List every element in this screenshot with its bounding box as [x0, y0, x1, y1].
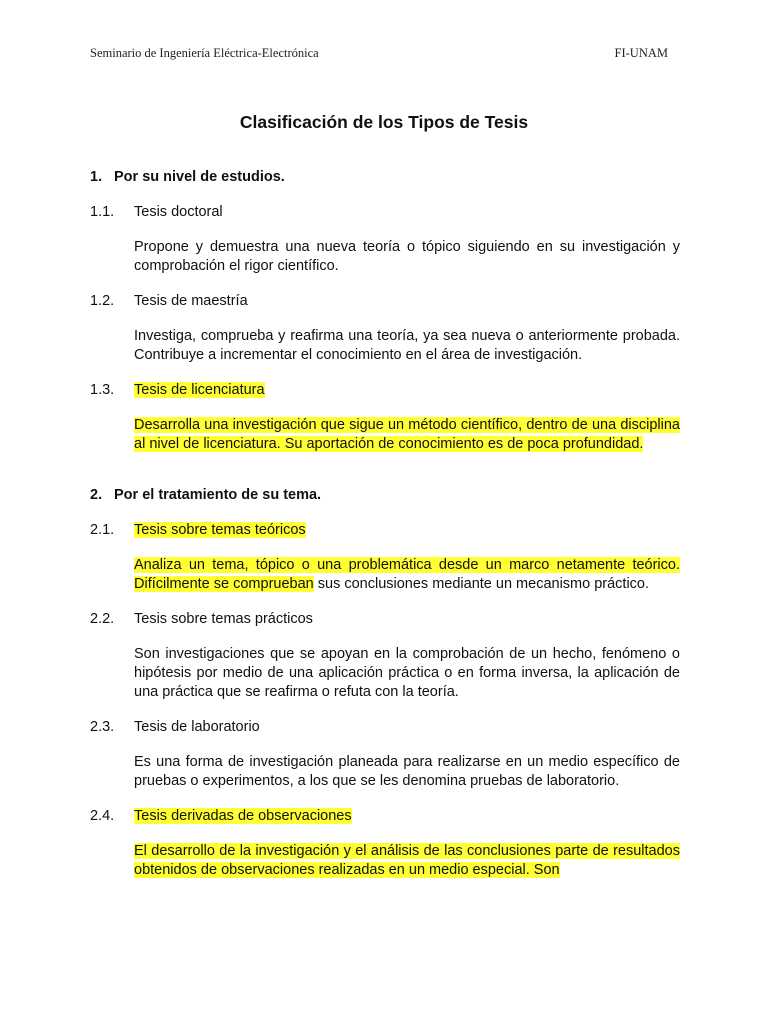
highlighted-text: Analiza un tema, tópico o una problemática desde un marco netamente teórico. Difícilmente se comprueban — [134, 557, 680, 592]
item-title-text-highlighted: Tesis derivadas de observaciones — [134, 808, 352, 824]
header-institution: FI-UNAM — [614, 46, 668, 60]
item-number: 2.1. — [90, 522, 115, 538]
section-heading-text: Por su nivel de estudios. — [114, 169, 285, 185]
item-title-2-4 — [90, 807, 680, 826]
item-description-1-2: Investiga, comprueba y reafirma una teoría, ya sea nueva o anteriormente probada. Contribuye a incrementar el conocimiento en el área de investigación. — [134, 328, 680, 363]
item-title-1-3 — [90, 381, 680, 400]
item-description-1-3 — [134, 416, 680, 454]
item-title-2-2 — [90, 610, 680, 629]
item-title-text: Tesis doctoral — [134, 204, 223, 220]
section-number: 1. — [90, 169, 103, 185]
item-number: 1.1. — [90, 204, 115, 220]
item-description-2-3: Es una forma de investigación planeada para realizarse en un medio específico de pruebas o experimentos, a los que se les denomina pruebas de laboratorio. — [134, 754, 680, 789]
plain-text: sus conclusiones mediante un mecanismo práctico. — [313, 576, 650, 592]
item-number: 2.4. — [90, 808, 115, 824]
item-description-2-4 — [134, 842, 680, 880]
document-body — [90, 168, 680, 896]
item-description-2-1 — [134, 556, 680, 594]
item-title-2-1 — [90, 521, 680, 540]
item-title-text-highlighted: Tesis sobre temas teóricos — [134, 522, 306, 538]
item-title-text: Tesis de maestría — [134, 293, 248, 309]
section-heading-text: Por el tratamiento de su tema. — [114, 487, 322, 503]
highlighted-text: Desarrolla una investigación que sigue un método científico, dentro de una disciplina al nivel de licenciatura. Su aportación de conocimiento es de poca profundidad. — [134, 417, 680, 452]
item-title-1-2 — [90, 292, 680, 311]
item-description-1-1: Propone y demuestra una nueva teoría o tópico siguiendo en su investigación y comprobación el rigor científico. — [134, 239, 680, 274]
item-title-text: Tesis sobre temas prácticos — [134, 611, 313, 627]
item-title-1-1 — [90, 203, 680, 222]
item-title-text-highlighted: Tesis de licenciatura — [134, 382, 265, 398]
highlighted-text: El desarrollo de la investigación y el análisis de las conclusiones parte de resultados obtenidos de observaciones realizadas en un medio especial. Son — [134, 843, 680, 878]
item-number: 2.2. — [90, 611, 115, 627]
item-number: 1.3. — [90, 382, 115, 398]
item-title-2-3 — [90, 718, 680, 737]
section-heading-2 — [90, 486, 680, 505]
item-number: 2.3. — [90, 719, 115, 735]
document-title: Clasificación de los Tipos de Tesis — [239, 112, 529, 132]
item-title-text: Tesis de laboratorio — [134, 719, 260, 735]
section-gap — [90, 470, 680, 486]
item-description-2-2: Son investigaciones que se apoyan en la comprobación de un hecho, fenómeno o hipótesis por medio de una aplicación práctica o en forma inversa, la aplicación de una práctica que se reafirma o refuta con la teoría. — [134, 646, 680, 700]
item-number: 1.2. — [90, 293, 115, 309]
section-heading-1 — [90, 168, 680, 187]
header-seminar-name: Seminario de Ingeniería Eléctrica-Electrónica — [90, 46, 319, 60]
section-number: 2. — [90, 487, 103, 503]
